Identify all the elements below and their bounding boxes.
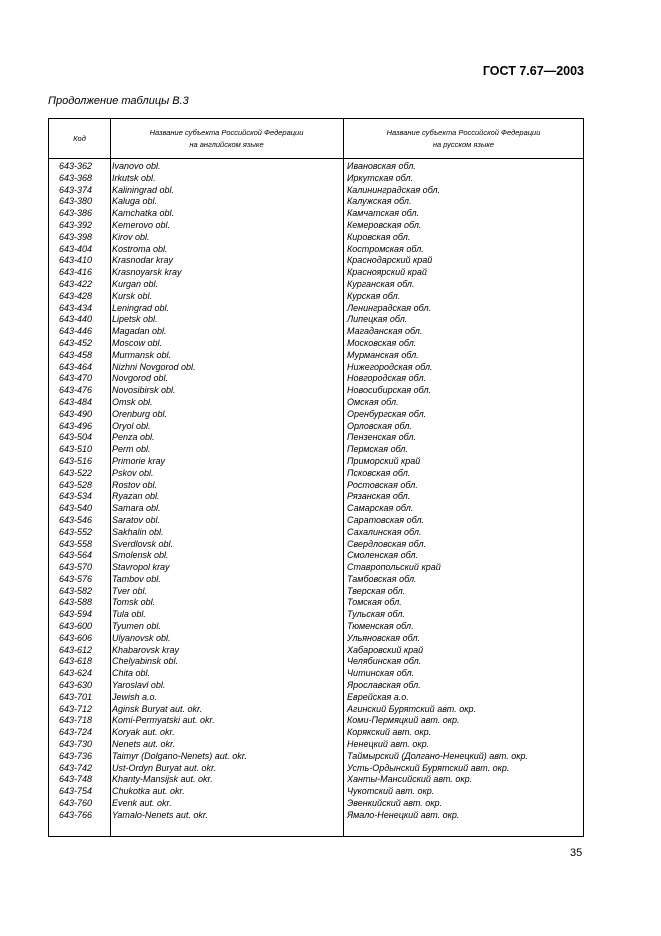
russian-name-cell: Ульяновская обл. — [347, 632, 421, 643]
english-name-cell: Kursk obl. — [112, 290, 153, 301]
table-row — [49, 774, 583, 786]
table-row — [49, 185, 583, 197]
russian-name-cell: Пензенская обл. — [347, 432, 417, 443]
russian-name-cell: Еврейская а.о. — [347, 691, 409, 702]
english-name-cell: Samara obl. — [112, 503, 161, 514]
english-name-cell: Kamchatka obl. — [112, 208, 175, 219]
russian-name-cell: Краснодарский край — [347, 255, 433, 266]
russian-name-cell: Рязанская обл. — [347, 491, 411, 502]
code-cell: 643-736 — [59, 750, 93, 761]
russian-name-cell: Свердловская обл. — [347, 538, 427, 549]
english-name-cell: Primorie kray — [112, 455, 166, 466]
code-cell: 643-464 — [59, 361, 93, 372]
english-name-cell: Irkutsk obl. — [112, 172, 156, 183]
russian-name-cell: Тульская обл. — [347, 609, 405, 620]
russian-name-cell: Иркутская обл. — [347, 172, 414, 183]
english-name-cell: Pskov obl. — [112, 467, 154, 478]
english-name-cell: Murmansk obl. — [112, 349, 172, 360]
code-cell: 643-570 — [59, 562, 93, 573]
table-row — [49, 751, 583, 763]
english-name-cell: Oryol obl. — [112, 420, 151, 431]
english-name-cell: Tomsk obl. — [112, 597, 156, 608]
regions-table — [48, 118, 584, 837]
russian-name-cell: Ростовская обл. — [347, 479, 418, 490]
english-name-cell: Krasnodar kray — [112, 255, 174, 266]
russian-name-cell: Омская обл. — [347, 396, 399, 407]
russian-name-cell: Псковская обл. — [347, 467, 411, 478]
code-cell: 643-594 — [59, 609, 93, 620]
table-row — [49, 562, 583, 574]
code-cell: 643-458 — [59, 349, 93, 360]
russian-name-cell: Красноярский край — [347, 267, 427, 278]
english-name-cell: Aginsk Buryat aut. okr. — [112, 703, 203, 714]
table-row — [49, 421, 583, 433]
code-cell: 643-504 — [59, 432, 93, 443]
code-cell: 643-522 — [59, 467, 93, 478]
code-cell: 643-470 — [59, 373, 93, 384]
table-row — [49, 244, 583, 256]
table-row — [49, 704, 583, 716]
russian-name-cell: Таймырский (Долгано-Ненецкий) авт. окр. — [347, 750, 529, 761]
english-name-cell: Chukotka aut. okr. — [112, 786, 185, 797]
russian-name-cell: Нижегородская обл. — [347, 361, 433, 372]
english-name-cell: Kemerovo obl. — [112, 219, 171, 230]
russian-name-cell: Ставропольский край — [347, 562, 441, 573]
code-cell: 643-701 — [59, 691, 93, 702]
table-row — [49, 574, 583, 586]
table-row — [49, 798, 583, 810]
english-name-cell: Stavropol kray — [112, 562, 170, 573]
code-cell: 643-766 — [59, 809, 93, 820]
code-cell: 643-618 — [59, 656, 93, 667]
table-row — [49, 645, 583, 657]
english-name-cell: Novgorod obl. — [112, 373, 169, 384]
russian-name-cell: Тверская обл. — [347, 585, 406, 596]
english-name-cell: Evenk aut. okr. — [112, 798, 172, 809]
english-name-cell: Chita obl. — [112, 668, 151, 679]
russian-name-cell: Калужская обл. — [347, 196, 412, 207]
english-name-cell: Tyumen obl. — [112, 621, 161, 632]
table-row — [49, 491, 583, 503]
russian-name-cell: Калининградская обл. — [347, 184, 441, 195]
table-row — [49, 609, 583, 621]
code-cell: 643-446 — [59, 326, 93, 337]
russian-name-cell: Липецкая обл. — [347, 314, 408, 325]
table-row — [49, 763, 583, 775]
code-cell: 643-374 — [59, 184, 93, 195]
code-cell: 643-398 — [59, 231, 93, 242]
code-cell: 643-742 — [59, 762, 93, 773]
table-row — [49, 373, 583, 385]
code-cell: 643-362 — [59, 161, 93, 171]
russian-name-cell: Курганская обл. — [347, 278, 415, 289]
table-row — [49, 633, 583, 645]
table-row — [49, 291, 583, 303]
code-cell: 643-748 — [59, 774, 93, 785]
table-row — [49, 432, 583, 444]
english-name-cell: Nizhni Novgorod obl. — [112, 361, 196, 372]
english-name-cell: Ust-Ordyn Buryat aut. okr. — [112, 762, 217, 773]
code-cell: 643-528 — [59, 479, 93, 490]
table-row — [49, 527, 583, 539]
english-name-cell: Kaliningrad obl. — [112, 184, 175, 195]
table-row — [49, 515, 583, 527]
code-cell: 643-428 — [59, 290, 93, 301]
table-row — [49, 621, 583, 633]
code-cell: 643-588 — [59, 597, 93, 608]
code-cell: 643-552 — [59, 526, 93, 537]
table-row — [49, 468, 583, 480]
russian-name-cell: Курская обл. — [347, 290, 401, 301]
table-row — [49, 232, 583, 244]
code-cell: 643-434 — [59, 302, 93, 313]
table-row — [49, 362, 583, 374]
code-cell: 643-534 — [59, 491, 93, 502]
table-row — [49, 503, 583, 515]
russian-name-cell: Новгородская обл. — [347, 373, 427, 384]
english-name-cell: Moscow obl. — [112, 337, 163, 348]
code-cell: 643-546 — [59, 514, 93, 525]
table-row — [49, 208, 583, 220]
table-row — [49, 597, 583, 609]
russian-name-cell: Камчатская обл. — [347, 208, 420, 219]
table-caption: Продолжение таблицы В.3 — [48, 95, 189, 107]
english-name-cell: Sverdlovsk obl. — [112, 538, 174, 549]
russian-name-cell: Ненецкий авт. окр. — [347, 739, 430, 750]
russian-name-cell: Чукотский авт. окр. — [347, 786, 435, 797]
code-cell: 643-712 — [59, 703, 93, 714]
english-name-cell: Khabarovsk kray — [112, 644, 180, 655]
russian-name-cell: Ярославская обл. — [347, 680, 421, 691]
russian-name-cell: Оренбургская обл. — [347, 408, 427, 419]
russian-name-cell: Костромская обл. — [347, 243, 424, 254]
table-row — [49, 550, 583, 562]
english-name-cell: Taimyr (Dolgano-Nenets) aut. okr. — [112, 750, 247, 761]
english-name-cell: Krasnoyarsk kray — [112, 267, 182, 278]
code-cell: 643-606 — [59, 632, 93, 643]
table-row — [49, 161, 583, 173]
code-cell: 643-422 — [59, 278, 93, 289]
code-cell: 643-540 — [59, 503, 93, 514]
table-row — [49, 303, 583, 315]
russian-name-cell: Мурманская обл. — [347, 349, 419, 360]
english-name-cell: Novosibirsk obl. — [112, 385, 176, 396]
code-cell: 643-490 — [59, 408, 93, 419]
table-row — [49, 220, 583, 232]
english-name-cell: Kirov obl. — [112, 231, 150, 242]
page-number: 35 — [570, 847, 583, 859]
table-row — [49, 350, 583, 362]
russian-name-cell: Ямало-Ненецкий авт. окр. — [347, 809, 460, 820]
table-row — [49, 680, 583, 692]
code-cell: 643-600 — [59, 621, 93, 632]
table-row — [49, 656, 583, 668]
english-name-cell: Penza obl. — [112, 432, 155, 443]
russian-name-cell: Приморский край — [347, 455, 421, 466]
english-name-cell: Ryazan obl. — [112, 491, 160, 502]
code-cell: 643-754 — [59, 786, 93, 797]
english-name-cell: Tver obl. — [112, 585, 148, 596]
russian-name-cell: Смоленская обл. — [347, 550, 419, 561]
code-cell: 643-510 — [59, 444, 93, 455]
english-name-cell: Chelyabinsk obl. — [112, 656, 179, 667]
russian-name-cell: Ивановская обл. — [347, 161, 416, 171]
english-name-cell: Smolensk obl. — [112, 550, 169, 561]
code-cell: 643-496 — [59, 420, 93, 431]
table-row — [49, 727, 583, 739]
code-cell: 643-452 — [59, 337, 93, 348]
code-cell: 643-576 — [59, 573, 93, 584]
russian-name-cell: Саратовская обл. — [347, 514, 425, 525]
table-row — [49, 314, 583, 326]
english-name-cell: Omsk obl. — [112, 396, 153, 407]
english-name-cell: Ulyanovsk obl. — [112, 632, 171, 643]
table-row — [49, 326, 583, 338]
table-row — [49, 255, 583, 267]
russian-name-cell: Ханты-Мансийский авт. окр. — [347, 774, 473, 785]
russian-name-cell: Челябинская обл. — [347, 656, 422, 667]
code-cell: 643-582 — [59, 585, 93, 596]
english-name-cell: Ivanovo obl. — [112, 161, 161, 171]
code-cell: 643-630 — [59, 680, 93, 691]
header-divider — [49, 158, 583, 159]
code-cell: 643-724 — [59, 727, 93, 738]
russian-name-cell: Новосибирская обл. — [347, 385, 432, 396]
russian-name-cell: Томская обл. — [347, 597, 402, 608]
russian-name-cell: Орловская обл. — [347, 420, 412, 431]
english-name-cell: Yaroslavl obl. — [112, 680, 166, 691]
table-row — [49, 539, 583, 551]
english-name-cell: Khanty-Mansijsk aut. okr. — [112, 774, 213, 785]
english-name-cell: Komi-Permyatski aut. okr. — [112, 715, 215, 726]
table-body — [49, 161, 583, 822]
table-row — [49, 444, 583, 456]
russian-name-cell: Ленинградская обл. — [347, 302, 432, 313]
code-cell: 643-516 — [59, 455, 93, 466]
english-name-cell: Kurgan obl. — [112, 278, 159, 289]
english-name-cell: Perm obl. — [112, 444, 151, 455]
russian-name-cell: Кировская обл. — [347, 231, 411, 242]
russian-name-cell: Тамбовская обл. — [347, 573, 417, 584]
table-row — [49, 692, 583, 704]
code-cell: 643-558 — [59, 538, 93, 549]
table-row — [49, 668, 583, 680]
russian-name-cell: Самарская обл. — [347, 503, 414, 514]
table-row — [49, 810, 583, 822]
russian-name-cell: Тюменская обл. — [347, 621, 414, 632]
table-row — [49, 279, 583, 291]
english-name-cell: Saratov obl. — [112, 514, 161, 525]
code-cell: 643-380 — [59, 196, 93, 207]
english-name-cell: Lipetsk obl. — [112, 314, 158, 325]
russian-name-cell: Агинский Бурятский авт. окр. — [347, 703, 476, 714]
header-code: Код — [73, 133, 86, 143]
code-cell: 643-484 — [59, 396, 93, 407]
english-name-cell: Rostov obl. — [112, 479, 158, 490]
russian-name-cell: Коми-Пермяцкий авт. окр. — [347, 715, 460, 726]
english-name-cell: Jewish a.o. — [112, 691, 158, 702]
english-name-cell: Sakhalin obl. — [112, 526, 164, 537]
english-name-cell: Kostroma obl. — [112, 243, 168, 254]
header-english-name: Название субъекта Российской Федерации на английском языке — [149, 127, 304, 149]
table-row — [49, 397, 583, 409]
english-name-cell: Koryak aut. okr. — [112, 727, 175, 738]
code-cell: 643-410 — [59, 255, 93, 266]
standard-header: ГОСТ 7.67—2003 — [482, 64, 584, 78]
table-row — [49, 385, 583, 397]
english-name-cell: Nenets aut. okr. — [112, 739, 176, 750]
table-row — [49, 586, 583, 598]
table-row — [49, 409, 583, 421]
russian-name-cell: Сахалинская обл. — [347, 526, 422, 537]
table-row — [49, 739, 583, 751]
code-cell: 643-440 — [59, 314, 93, 325]
code-cell: 643-404 — [59, 243, 93, 254]
english-name-cell: Tula obl. — [112, 609, 146, 620]
code-cell: 643-564 — [59, 550, 93, 561]
table-row — [49, 480, 583, 492]
code-cell: 643-368 — [59, 172, 93, 183]
code-cell: 643-760 — [59, 798, 93, 809]
russian-name-cell: Корякский авт. окр. — [347, 727, 432, 738]
table-row — [49, 267, 583, 279]
english-name-cell: Tambov obl. — [112, 573, 161, 584]
table-row — [49, 173, 583, 185]
code-cell: 643-718 — [59, 715, 93, 726]
english-name-cell: Magadan obl. — [112, 326, 167, 337]
russian-name-cell: Пермская обл. — [347, 444, 409, 455]
code-cell: 643-476 — [59, 385, 93, 396]
code-cell: 643-386 — [59, 208, 93, 219]
table-row — [49, 456, 583, 468]
table-row — [49, 715, 583, 727]
code-cell: 643-624 — [59, 668, 93, 679]
russian-name-cell: Московская обл. — [347, 337, 417, 348]
english-name-cell: Leningrad obl. — [112, 302, 170, 313]
header-russian-name: Название субъекта Российской Федерации на русском языке — [386, 127, 541, 149]
english-name-cell: Kaluga obl. — [112, 196, 158, 207]
code-cell: 643-392 — [59, 219, 93, 230]
russian-name-cell: Эвенкийский авт. окр. — [347, 798, 442, 809]
code-cell: 643-730 — [59, 739, 93, 750]
russian-name-cell: Хабаровский край — [347, 644, 424, 655]
russian-name-cell: Магаданская обл. — [347, 326, 423, 337]
english-name-cell: Yamalo-Nenets aut. okr. — [112, 809, 209, 820]
russian-name-cell: Усть-Ордынский Бурятский авт. окр. — [347, 762, 510, 773]
code-cell: 643-416 — [59, 267, 93, 278]
english-name-cell: Orenburg obl. — [112, 408, 168, 419]
code-cell: 643-612 — [59, 644, 93, 655]
table-row — [49, 196, 583, 208]
russian-name-cell: Кемеровская обл. — [347, 219, 422, 230]
russian-name-cell: Читинская обл. — [347, 668, 415, 679]
table-row — [49, 786, 583, 798]
table-row — [49, 338, 583, 350]
